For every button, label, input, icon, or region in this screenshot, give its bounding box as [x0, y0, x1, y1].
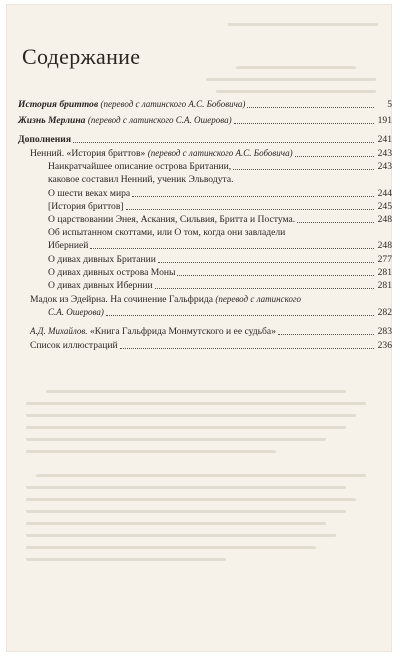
page-number: 243: [377, 148, 392, 159]
leader-dots: [155, 287, 374, 289]
leader-dots: [132, 195, 374, 197]
page-number: 282: [377, 307, 392, 318]
toc-entry[interactable]: Список иллюстраций 236: [30, 340, 392, 351]
toc-entry[interactable]: История бриттов (перевод с латинского А.С. Бобовича) 5: [18, 99, 392, 110]
leader-dots: [90, 247, 374, 249]
toc-entry[interactable]: Иберниeй 248: [48, 240, 392, 251]
leader-dots: [295, 155, 374, 157]
page-number: 191: [377, 115, 392, 126]
book-page: [6, 4, 392, 652]
leader-dots: [73, 141, 374, 143]
toc-entry[interactable]: [История бриттов] 245: [48, 201, 392, 212]
bleed-through-bottom: [6, 384, 392, 564]
toc-entry[interactable]: О дивах дивных Ибернии 281: [48, 280, 392, 291]
page-number: 283: [377, 326, 392, 337]
leader-dots: [278, 333, 374, 335]
toc-entry[interactable]: О царствовании Энея, Аскания, Сильвия, Бритта и Постума. 248: [48, 214, 392, 225]
toc-entry-continuation: каковое составил Ненний, ученик Эльводута.: [48, 174, 234, 185]
toc-entry[interactable]: Ненний. «История бриттов» (перевод с латинского А.С. Бобовича) 243: [30, 148, 392, 159]
toc-entry[interactable]: О дивах дивных Британии 277: [48, 254, 392, 265]
toc-entry[interactable]: О дивах дивных острова Моны 281: [48, 267, 392, 278]
page-number: 236: [377, 340, 392, 351]
page-number: 277: [377, 254, 392, 265]
leader-dots: [158, 261, 374, 263]
page-title: Содержание: [22, 44, 141, 69]
leader-dots: [177, 274, 374, 276]
leader-dots: [297, 221, 374, 223]
leader-dots: [106, 314, 374, 316]
leader-dots: [247, 106, 374, 108]
page-number: 243: [377, 161, 392, 172]
page-number: 281: [377, 267, 392, 278]
page-number: 5: [387, 99, 392, 110]
page-number: 241: [377, 134, 392, 145]
table-of-contents: [18, 98, 392, 352]
page-number: 244: [377, 188, 392, 199]
page-number: 248: [377, 214, 392, 225]
leader-dots: [233, 168, 374, 170]
toc-entry[interactable]: Наикратчайшее описание острова Британии, 243: [48, 161, 392, 172]
toc-entry-first-line: Об испытанном скоттами, или О том, когда они завладели: [48, 227, 286, 238]
toc-entry[interactable]: А.Д. Михайлов. «Книга Гальфрида Монмутского и ее судьба» 283: [30, 326, 392, 337]
leader-dots: [126, 208, 374, 210]
toc-entry[interactable]: С.А. Ошерова) 282: [48, 307, 392, 318]
toc-entry[interactable]: О шести веках мира 244: [48, 188, 392, 199]
leader-dots: [234, 122, 374, 124]
page-header-ghost: [228, 18, 378, 28]
page-number: 245: [377, 201, 392, 212]
toc-entry[interactable]: Дополнения 241: [18, 134, 392, 145]
page-number: 281: [377, 280, 392, 291]
toc-entry[interactable]: Жизнь Мерлина (перевод с латинского С.А. Ошерова) 191: [18, 115, 392, 126]
toc-entry-first-line: Мадок из Эдейрна. На сочинение Гальфрида (перевод с латинского: [30, 294, 301, 305]
page-number: 248: [377, 240, 392, 251]
leader-dots: [120, 347, 374, 349]
